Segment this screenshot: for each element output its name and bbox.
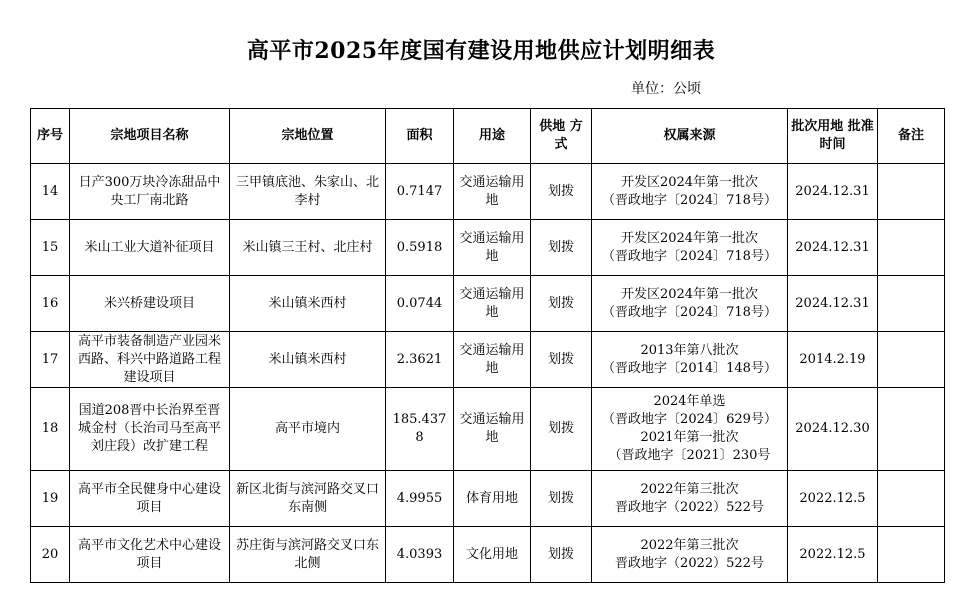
header-area: 面积 — [386, 109, 454, 164]
cell-name: 高平市装备制造产业园米西路、科兴中路道路工程建设项目 — [70, 332, 230, 388]
cell-supply: 划拨 — [531, 471, 592, 527]
header-source: 权属来源 — [592, 109, 788, 164]
source-line: （晋政地字〔2024〕718号） — [602, 192, 777, 208]
header-note: 备注 — [878, 109, 945, 164]
source-line: 晋政地字（2022）522号 — [615, 499, 764, 515]
source-line: （晋政地字〔2024〕629号） — [602, 412, 777, 427]
header-approval-line2: 批准时间 — [819, 119, 874, 152]
header-name: 宗地项目名称 — [70, 109, 230, 164]
cell-source — [592, 276, 788, 332]
cell-area: 4.9955 — [386, 471, 454, 527]
source-line: （晋政地字〔2014〕148号） — [602, 360, 777, 376]
cell-usage: 交通运输用地 — [454, 276, 531, 332]
cell-seq: 17 — [31, 332, 70, 388]
cell-seq: 18 — [31, 388, 70, 471]
unit-label: 单位：公顷 — [631, 81, 701, 97]
cell-note — [878, 276, 945, 332]
cell-location: 新区北街与滨河路交叉口东南侧 — [230, 471, 386, 527]
cell-name: 米兴桥建设项目 — [70, 276, 230, 332]
header-approval-line1: 批次用地 — [791, 119, 844, 134]
cell-approval: 2024.12.30 — [788, 388, 878, 471]
cell-note — [878, 164, 945, 220]
source-line: （晋政地字〔2024〕718号） — [602, 304, 777, 320]
source-line: 2021年第一批次 — [640, 430, 739, 445]
source-line: 2024年单选 — [653, 394, 726, 409]
cell-seq: 20 — [31, 527, 70, 583]
cell-source — [592, 527, 788, 583]
page-title: 高平市2025年度国有建设用地供应计划明细表 — [246, 38, 716, 64]
land-supply-table — [30, 108, 945, 583]
cell-area: 4.0393 — [386, 527, 454, 583]
cell-note — [878, 332, 945, 388]
source-line: 晋政地字（2022）522号 — [615, 555, 764, 571]
cell-usage: 交通运输用地 — [454, 388, 531, 471]
cell-note — [878, 471, 945, 527]
cell-note — [878, 527, 945, 583]
cell-seq: 19 — [31, 471, 70, 527]
cell-name: 国道208晋中长治界至晋城金村（长治司马至高平刘庄段）改扩建工程 — [70, 388, 230, 471]
cell-source — [592, 388, 788, 471]
cell-approval: 2022.12.5 — [788, 471, 878, 527]
source-line: 开发区2024年第一批次 — [620, 286, 759, 302]
cell-source — [592, 471, 788, 527]
cell-approval: 2024.12.31 — [788, 220, 878, 276]
table-row — [31, 388, 945, 471]
cell-note — [878, 220, 945, 276]
cell-location: 米山镇米西村 — [230, 276, 386, 332]
cell-supply: 划拨 — [531, 332, 592, 388]
cell-seq: 16 — [31, 276, 70, 332]
cell-name: 日产300万块冷冻甜品中央工厂南北路 — [70, 164, 230, 220]
cell-area: 185.4378 — [386, 388, 454, 471]
cell-area: 0.5918 — [386, 220, 454, 276]
source-line: 开发区2024年第一批次 — [620, 174, 759, 190]
table-row — [31, 527, 945, 583]
cell-source — [592, 220, 788, 276]
cell-note — [878, 388, 945, 471]
cell-name: 高平市文化艺术中心建设项目 — [70, 527, 230, 583]
cell-location: 苏庄街与滨河路交叉口东北侧 — [230, 527, 386, 583]
cell-approval: 2024.12.31 — [788, 276, 878, 332]
header-supply-line1: 供地 — [539, 119, 566, 134]
cell-usage: 体育用地 — [454, 471, 531, 527]
cell-source — [592, 332, 788, 388]
cell-supply: 划拨 — [531, 220, 592, 276]
cell-location: 高平市境内 — [230, 388, 386, 471]
cell-supply: 划拨 — [531, 164, 592, 220]
table-row — [31, 276, 945, 332]
cell-seq: 15 — [31, 220, 70, 276]
header-seq: 序号 — [31, 109, 70, 164]
cell-usage: 交通运输用地 — [454, 220, 531, 276]
cell-area: 0.0744 — [386, 276, 454, 332]
cell-approval: 2024.12.31 — [788, 164, 878, 220]
cell-location: 三甲镇底池、朱家山、北李村 — [230, 164, 386, 220]
cell-usage: 交通运输用地 — [454, 332, 531, 388]
cell-source — [592, 164, 788, 220]
cell-area: 2.3621 — [386, 332, 454, 388]
table-header-row — [31, 109, 945, 164]
cell-location: 米山镇三王村、北庄村 — [230, 220, 386, 276]
header-approval — [788, 109, 878, 164]
cell-seq: 14 — [31, 164, 70, 220]
header-supply-line2: 方式 — [554, 119, 583, 152]
cell-area: 0.7147 — [386, 164, 454, 220]
source-line: （晋政地字〔2024〕718号） — [602, 248, 777, 264]
source-line: 2022年第三批次 — [640, 481, 739, 497]
source-line: 2022年第三批次 — [640, 537, 739, 553]
source-line: 开发区2024年第一批次 — [620, 230, 759, 246]
source-line: （晋政地字〔2021〕230号 — [608, 448, 771, 463]
cell-supply: 划拨 — [531, 527, 592, 583]
cell-supply: 划拨 — [531, 388, 592, 471]
table-row — [31, 471, 945, 527]
header-location: 宗地位置 — [230, 109, 386, 164]
cell-location: 米山镇米西村 — [230, 332, 386, 388]
cell-approval: 2014.2.19 — [788, 332, 878, 388]
table-row — [31, 220, 945, 276]
cell-approval: 2022.12.5 — [788, 527, 878, 583]
source-line: 2013年第八批次 — [640, 342, 739, 358]
table-row — [31, 332, 945, 388]
cell-usage: 文化用地 — [454, 527, 531, 583]
cell-usage: 交通运输用地 — [454, 164, 531, 220]
cell-name: 高平市全民健身中心建设项目 — [70, 471, 230, 527]
cell-supply: 划拨 — [531, 276, 592, 332]
cell-name: 米山工业大道补征项目 — [70, 220, 230, 276]
table-row — [31, 164, 945, 220]
header-supply — [531, 109, 592, 164]
header-usage: 用途 — [454, 109, 531, 164]
